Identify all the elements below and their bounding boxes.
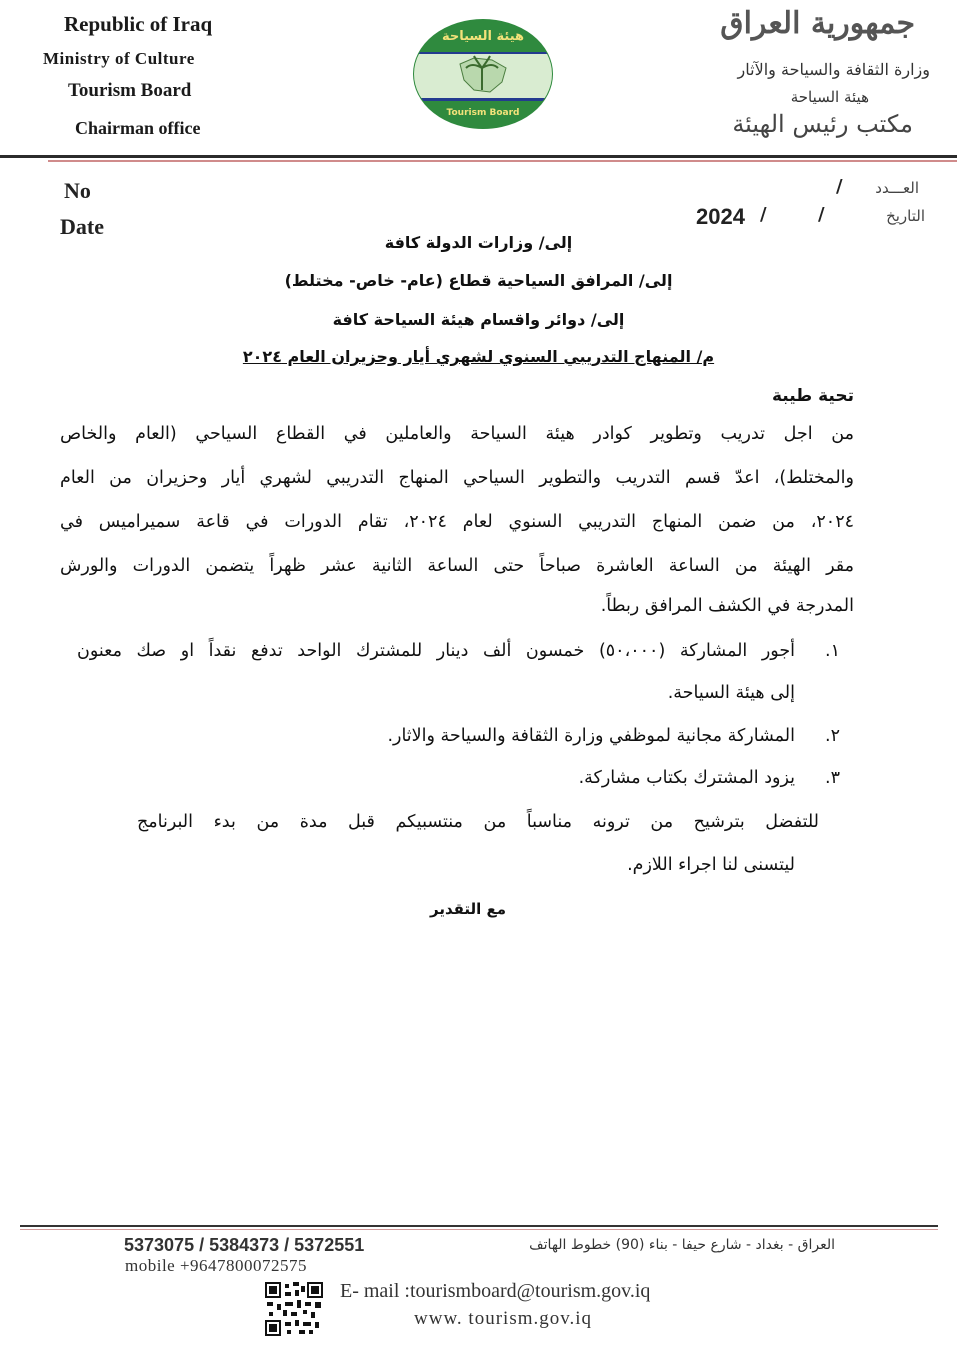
footer-divider: [20, 1225, 938, 1227]
body-line: مقر الهيئة من الساعة العاشرة صباحاً حتى الساعة الثانية عشر ظهراً يتضمن الدورات والورش: [60, 556, 854, 576]
ar-number-label: العـــدد: [875, 179, 919, 197]
subject-text: م/ المنهاج التدريبي السنوي لشهري أيار وحزيران العام ٢٠٢٤: [242, 347, 715, 366]
item-text: إلى هيئة السياحة.: [667, 683, 795, 703]
footer-phones: 5373075 / 5384373 / 5372551: [124, 1235, 365, 1255]
footer-ar-address: العراق - بغداد - شارع حيفا - بناء (90) خطوط الهاتف: [529, 1237, 835, 1253]
addressee-line: إلى/ وزارات الدولة كافة: [384, 233, 573, 252]
logo-arabic-text: هيئة السياحة: [441, 29, 525, 44]
item-text: يزود المشترك بكتاب مشاركة.: [578, 768, 795, 788]
ar-tourism-board: هيئة السياحة: [790, 88, 869, 106]
closing-line: للتفضل بترشيح من ترونه مناسباً من منتسبيكم قبل مدة من بدء البرنامج: [137, 812, 819, 832]
footer-mobile: mobile +9647800072575: [125, 1256, 308, 1275]
header-divider-accent: [48, 160, 957, 162]
date-slash: /: [760, 204, 767, 225]
date-year: 2024: [696, 204, 745, 229]
item-number: ٢.: [825, 726, 840, 746]
header-divider: [0, 155, 957, 158]
footer-divider-accent: [20, 1229, 938, 1230]
ar-date-label: التاريخ: [886, 207, 925, 225]
closing-line: ليتسنى لنا اجراء اللازم.: [627, 855, 795, 875]
en-chairman-office: Chairman office: [75, 118, 201, 138]
date-slash: /: [818, 204, 825, 225]
greeting: تحية طيبة: [771, 386, 854, 406]
en-ministry: Ministry of Culture: [43, 49, 195, 68]
ar-republic: جمهورية العراق: [720, 6, 915, 41]
body-line: من اجل تدريب وتطوير كوادر هيئة السياحة والعاملين في القطاع السياحي (العام والخاص: [60, 424, 854, 444]
item-text: المشاركة مجانية لموظفي وزارة الثقافة والسياحة والاثار.: [387, 726, 795, 746]
body-line: ٢٠٢٤، من ضمن المنهاج التدريبي السنوي لعام ٢٠٢٤، تقام الدورات في قاعة سميراميس في: [60, 512, 854, 532]
tourism-board-logo: [412, 18, 554, 130]
date-label: Date: [60, 214, 104, 239]
regards: مع التقدير: [430, 900, 507, 918]
ar-chairman-office: مكتب رئيس الهيئة: [732, 110, 913, 138]
addressee-line: إلى/ دوائر واقسام هيئة السياحة كافة: [332, 310, 625, 329]
number-slash: /: [836, 176, 843, 197]
body-line: والمختلط)، اعدّ قسم التدريب والتطوير السياحي المنهاج التدريبي لشهري أيار وحزيران من العام: [60, 468, 854, 488]
body-line: المدرجة في الكشف المرافق ربطاً.: [600, 596, 854, 616]
en-tourism-board: Tourism Board: [68, 80, 192, 101]
logo-english-text: Tourism Board: [446, 108, 520, 118]
qr-code: [265, 1282, 323, 1336]
footer-website[interactable]: www. tourism.gov.iq: [414, 1308, 593, 1329]
ar-ministry: وزارة الثقافة والسياحة والآثار: [737, 60, 930, 79]
item-number: ٣.: [825, 768, 840, 788]
item-text: أجور المشاركة (٥٠،٠٠٠) خمسون ألف دينار للمشترك الواحد تدفع نقداً او صك معنون: [77, 641, 796, 661]
item-number: ١.: [825, 641, 840, 661]
footer-email[interactable]: E- mail :tourismboard@tourism.gov.iq: [340, 1280, 651, 1302]
subject-line: [0, 347, 957, 366]
en-republic: Republic of Iraq: [64, 12, 213, 36]
number-label: No: [64, 178, 91, 203]
addressee-line: إلى/ المرافق السياحية قطاع (عام- خاص- مختلط): [284, 271, 673, 290]
